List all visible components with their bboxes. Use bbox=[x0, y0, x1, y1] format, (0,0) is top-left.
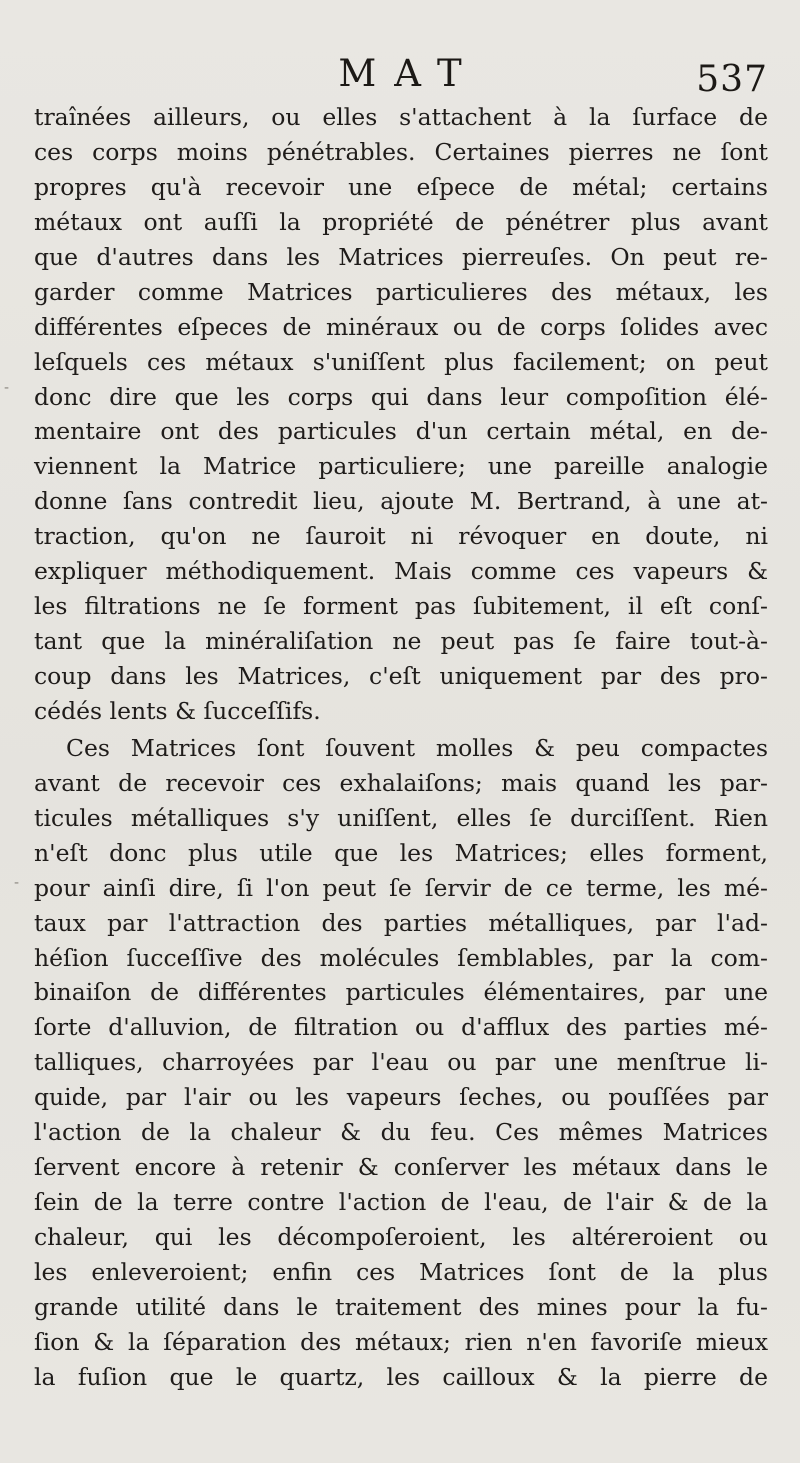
paragraph-2 bbox=[34, 731, 768, 1395]
text-line: propres qu'à recevoir une eſpece de métal; certains bbox=[34, 172, 768, 201]
text-line: donc dire que les corps qui dans leur compoſition élé- bbox=[34, 382, 768, 411]
text-line: taux par l'attraction des parties métalliques, par l'ad- bbox=[34, 908, 768, 937]
text-line: la fuſion que le quartz, les cailloux & la pierre de bbox=[34, 1362, 768, 1391]
text-line: que d'autres dans les Matrices pierreuſes. On peut re- bbox=[34, 242, 768, 271]
text-line: héſion ſucceſſive des molécules ſemblables, par la com- bbox=[34, 943, 768, 972]
running-title: MAT bbox=[338, 52, 480, 95]
text-line: pour ainſi dire, ſi l'on peut ſe ſervir de ce terme, les mé- bbox=[34, 873, 768, 902]
text-line: ticules métalliques s'y uniſſent, elles ſe durciſſent. Rien bbox=[34, 803, 768, 832]
text-line: ſein de la terre contre l'action de l'eau, de l'air & de la bbox=[34, 1188, 768, 1217]
text-line: quide, par l'air ou les vapeurs ſeches, ou pouſſées par bbox=[34, 1083, 768, 1112]
text-line: les filtrations ne ſe forment pas ſubitement, il eſt conſ- bbox=[34, 592, 768, 621]
text-line: viennent la Matrice particuliere; une pareille analogie bbox=[34, 452, 768, 481]
text-line: expliquer méthodiquement. Mais comme ces vapeurs & bbox=[34, 557, 768, 586]
text-line: l'action de la chaleur & du feu. Ces mêmes Matrices bbox=[34, 1118, 768, 1147]
text-line: tant que la minéraliſation ne peut pas ſe faire tout-à- bbox=[34, 627, 768, 656]
text-line: traînées ailleurs, ou elles s'attachent à la ſurface de bbox=[34, 103, 768, 131]
text-line: les enleveroient; enfin ces Matrices ſont de la plus bbox=[34, 1257, 768, 1286]
margin-dash-mark: - bbox=[14, 875, 20, 891]
text-line: ſion & la ſéparation des métaux; rien n'en favoriſe mieux bbox=[34, 1327, 768, 1356]
text-line: différentes eſpeces de minéraux ou de corps ſolides avec bbox=[34, 312, 768, 341]
body-text bbox=[34, 100, 768, 1395]
text-line: grande utilité dans le traitement des mines pour la fu- bbox=[34, 1292, 768, 1321]
text-line: coup dans les Matrices, c'eſt uniquement par des pro- bbox=[34, 662, 768, 690]
text-line: traction, qu'on ne ſauroit ni révoquer en doute, ni bbox=[34, 522, 768, 551]
text-line: avant de recevoir ces exhalaiſons; mais quand les par- bbox=[34, 768, 768, 797]
text-line: donne ſans contredit lieu, ajoute M. Bertrand, à une at- bbox=[34, 487, 768, 516]
text-line: ſorte d'alluvion, de filtration ou d'afflux des parties mé- bbox=[34, 1013, 768, 1042]
text-line: garder comme Matrices particulieres des métaux, les bbox=[34, 277, 768, 306]
paragraph-1 bbox=[34, 100, 768, 729]
text-line: binaiſon de différentes particules élémentaires, par une bbox=[34, 978, 768, 1007]
text-line: leſquels ces métaux s'uniſſent plus facilement; on peut bbox=[34, 347, 768, 376]
text-line: métaux ont auſſi la propriété de pénétrer plus avant bbox=[34, 207, 768, 236]
text-line: talliques, charroyées par l'eau ou par une menſtrue li- bbox=[34, 1048, 768, 1077]
page-number: 537 bbox=[696, 59, 768, 100]
text-line: n'eſt donc plus utile que les Matrices; elles forment, bbox=[34, 838, 768, 867]
text-line: chaleur, qui les décompoſeroient, les altéreroient ou bbox=[34, 1223, 768, 1251]
text-line: mentaire ont des particules d'un certain métal, en de- bbox=[34, 417, 768, 446]
text-line: Ces Matrices ſont ſouvent molles & peu compactes bbox=[66, 733, 768, 762]
text-line: ces corps moins pénétrables. Certaines pierres ne ſont bbox=[34, 137, 768, 166]
margin-dash-mark: - bbox=[4, 380, 10, 396]
text-line: ſervent encore à retenir & conſerver les métaux dans le bbox=[34, 1153, 768, 1182]
text-line: cédés lents & ſucceſſifs. bbox=[34, 696, 321, 725]
